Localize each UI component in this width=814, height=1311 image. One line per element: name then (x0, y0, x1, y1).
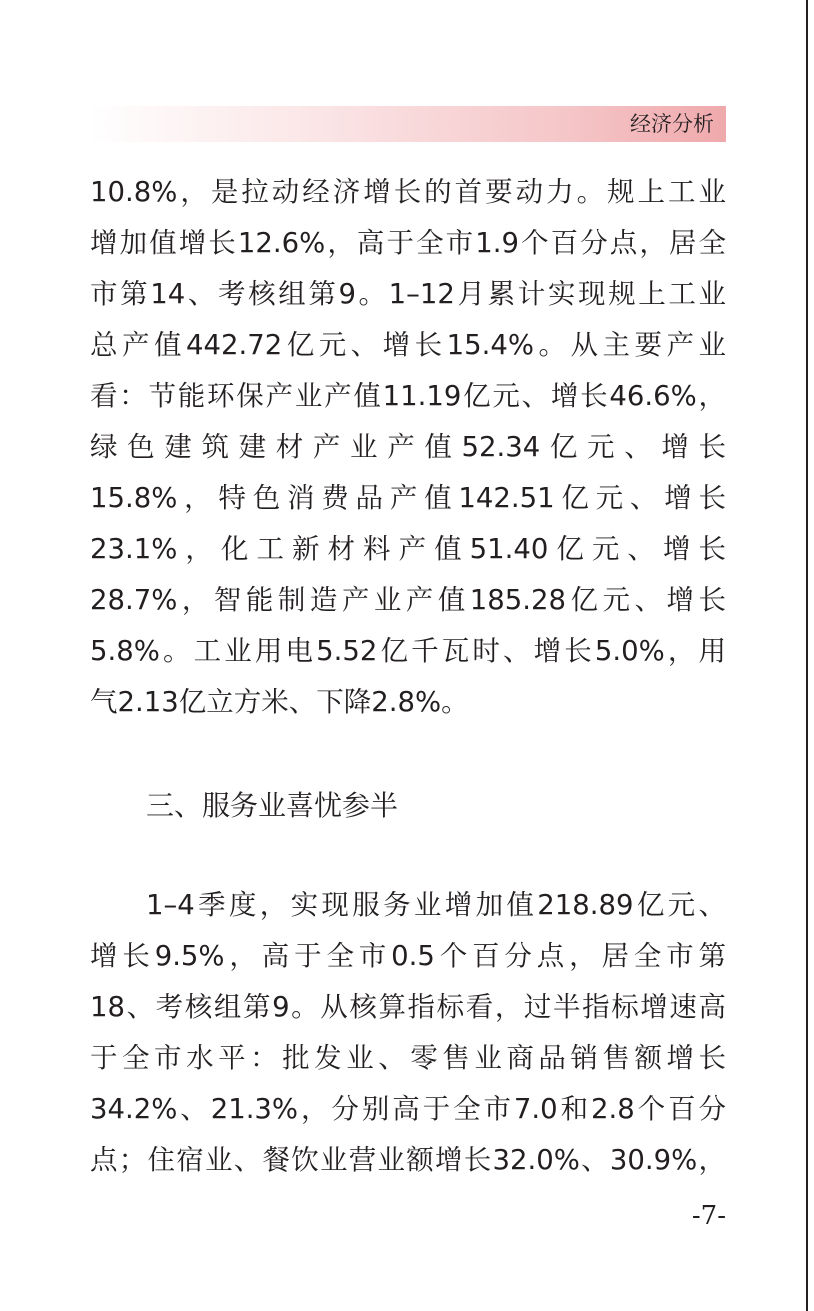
text-line: 增长9.5%，高于全市0.5个百分点，居全市第 (90, 940, 726, 972)
text-line: 气2.13亿立方米、下降2.8%。 (90, 686, 469, 718)
text-line: 看：节能环保产业产值11.19亿元、增长46.6%， (90, 380, 726, 412)
text-line: 点；住宿业、餐饮业营业额增长32.0%、30.9%， (90, 1144, 726, 1176)
text-line: 18、考核组第9。从核算指标看，过半指标增速高 (90, 991, 726, 1023)
paragraph-industry (90, 167, 726, 728)
paragraph-services (90, 880, 726, 1186)
page-number: -7- (691, 1201, 726, 1231)
text-line: 10.8%，是拉动经济增长的首要动力。规上工业 (90, 176, 726, 208)
text-line: 15.8%，特色消费品产值142.51亿元、增长 (90, 482, 726, 514)
text-line: 总产值442.72亿元、增长15.4%。从主要产业 (90, 329, 726, 361)
text-line: 于全市水平：批发业、零售业商品销售额增长 (90, 1042, 726, 1074)
text-line: 市第14、考核组第9。1–12月累计实现规上工业 (90, 278, 726, 310)
text-line: 34.2%、21.3%，分别高于全市7.0和2.8个百分 (90, 1093, 726, 1125)
text-line: 1–4季度，实现服务业增加值218.89亿元、 (146, 889, 726, 921)
text-line: 28.7%，智能制造产业产值185.28亿元、增长 (90, 584, 726, 616)
text-line: 增加值增长12.6%，高于全市1.9个百分点，居全 (90, 227, 726, 259)
text-line: 5.8%。工业用电5.52亿千瓦时、增长5.0%，用 (90, 635, 726, 667)
section-heading: 三、服务业喜忧参半 (146, 789, 399, 822)
text-line: 绿色建筑建材产业产值52.34亿元、增长 (90, 431, 726, 463)
section-header-label: 经济分析 (630, 112, 714, 136)
text-line: 23.1%，化工新材料产值51.40亿元、增长 (90, 533, 726, 565)
section-header-band (88, 106, 726, 142)
page-edge-rule (806, 0, 808, 1311)
